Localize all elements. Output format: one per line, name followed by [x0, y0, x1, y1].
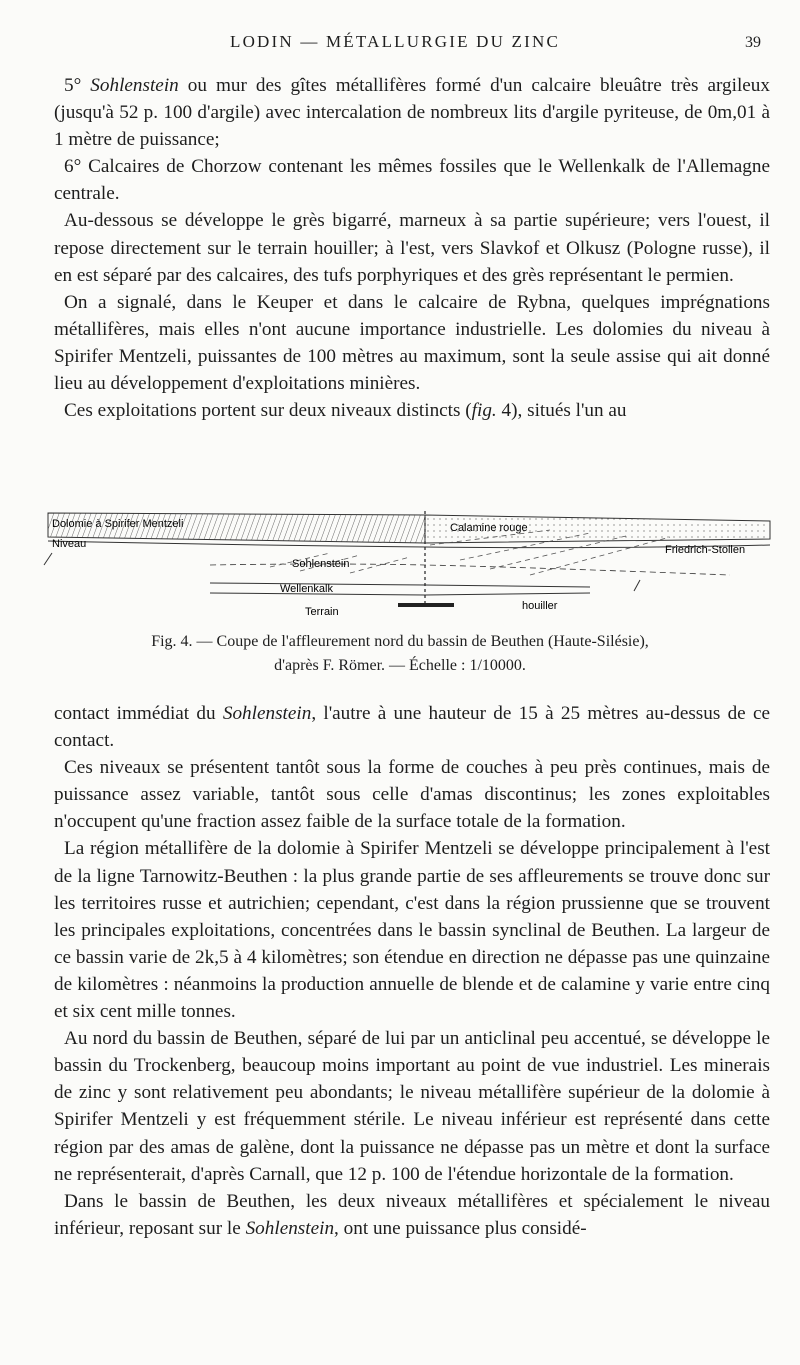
label-dolomie: Dolomie à Spirifer Mentzeli: [52, 518, 184, 530]
paragraph: Dans le bassin de Beuthen, les deux niveaux métallifères et spécialement le niveau inférieur, reposant sur le Sohlenstein, ont une puissance plus considé-: [54, 1190, 770, 1239]
wellenkalk-line: [210, 583, 590, 587]
paragraph: On a signalé, dans le Keuper et dans le calcaire de Rybna, quelques imprégnations métallifères, mais elles n'ont aucune importance industrielle. Les dolomies du niveau à Spirifer Mentzeli, puissantes de 100 mètres au maximum, sont la seule assise qui ait donné lieu au développement d'exploitations minières.: [54, 291, 770, 395]
label-calamine: Calamine rouge: [450, 522, 528, 534]
paragraph: Au-dessous se développe le grès bigarré, marneux à sa partie supérieure; vers l'ouest, il repose directement sur le terrain houiller; à l'est, vers Slavkof et Olkusz (Pologne russe), il en est séparé par des calcaires, des tufs porphyriques et des grès représentant le permien.: [54, 210, 770, 286]
figure-caption: [0, 630, 800, 678]
paragraph: Ces niveaux se présentent tantôt sous la forme de couches à peu près continues, mais de puissance assez variable, tantôt sous celle d'amas discontinus; les zones exploitables n'occupent qu'une fraction assez faible de la surface totale de la formation.: [54, 757, 770, 833]
italic-term: Sohlenstein: [222, 703, 312, 724]
text-block-top: [54, 72, 770, 424]
italic-term: Sohlenstein: [245, 1217, 335, 1239]
paragraph: Au nord du bassin de Beuthen, séparé de lui par un anticlinal peu accentué, se développe le bassin du Trockenberg, beaucoup moins important au point de vue industriel. Les minerais de zinc y sont relativement peu abondants; le niveau métallifère supérieur de la dolomie à Spirifer Mentzeli y est fréquemment stérile. Le niveau inférieur est représenté dans cette région par des amas de galène, dont la puissance ne dépasse pas un mètre et dont la surface ne représenterait, d'après Carnall, que 12 p. 100 de l'étendue horizontale de la formation.: [54, 1028, 770, 1185]
caption-line-1: Fig. 4. — Coupe de l'affleurement nord du bassin de Beuthen (Haute-Silésie),: [151, 633, 649, 650]
label-sohlenstein: Sohlenstein: [292, 558, 350, 570]
cross-section-drawing: [30, 505, 780, 625]
geological-cross-section-figure: [30, 505, 780, 625]
running-header: [0, 32, 800, 56]
label-niveau: Niveau: [52, 538, 87, 550]
page-number: 39: [745, 34, 761, 51]
text-block-bottom: [54, 700, 770, 1242]
italic-term: fig.: [471, 400, 497, 422]
running-title: LODIN — MÉTALLURGIE DU ZINC: [230, 32, 560, 51]
paragraph: La région métallifère de la dolomie à Spirifer Mentzeli se développe principalement à l'est de la ligne Tarnowitz-Beuthen : la plus grande partie de ses affleurements se trouve donc sur les territoires russe et autrichien; cependant, c'est dans la région prussienne que se trouvent les principales exploitations, concentrées dans le bassin synclinal de Beuthen. La largeur de ce bassin varie de 2k,5 à 4 kilomètres; son étendue en direction ne dépasse pas une quinzaine de kilomètres : néanmoins la production annuelle de blende et de calamine y varie entre cinq et six cent mille tonnes.: [54, 838, 770, 1023]
label-wellenkalk: Wellenkalk: [280, 583, 333, 595]
sohlenstein-line: [210, 564, 730, 575]
paragraph: 5° Sohlenstein ou mur des gîtes métallifères formé d'un calcaire bleuâtre très argileux (jusqu'à 52 p. 100 d'argile) avec intercalation de nombreux lits d'argile pyriteuse, de 0m,01 à 1 mètre de puissance;: [54, 75, 770, 151]
label-terrain: Terrain: [305, 606, 339, 618]
label-houiller: houiller: [522, 600, 558, 612]
paragraph: contact immédiat du Sohlenstein, l'autre à une hauteur de 15 à 25 mètres au-dessus de ce contact.: [54, 703, 770, 752]
italic-term: Sohlenstein: [90, 75, 179, 96]
paragraph: Ces exploitations portent sur deux niveaux distincts (fig. 4), situés l'un au: [64, 400, 627, 422]
coal-seam-mark: [398, 603, 454, 607]
caption-line-2: d'après F. Römer. — Échelle : 1/10000.: [274, 657, 526, 674]
paragraph: 6° Calcaires de Chorzow contenant les mêmes fossiles que le Wellenkalk de l'Allemagne centrale.: [54, 156, 770, 205]
label-friedrich: Friedrich-Stollen: [665, 544, 746, 556]
terrain-line: [210, 593, 590, 595]
